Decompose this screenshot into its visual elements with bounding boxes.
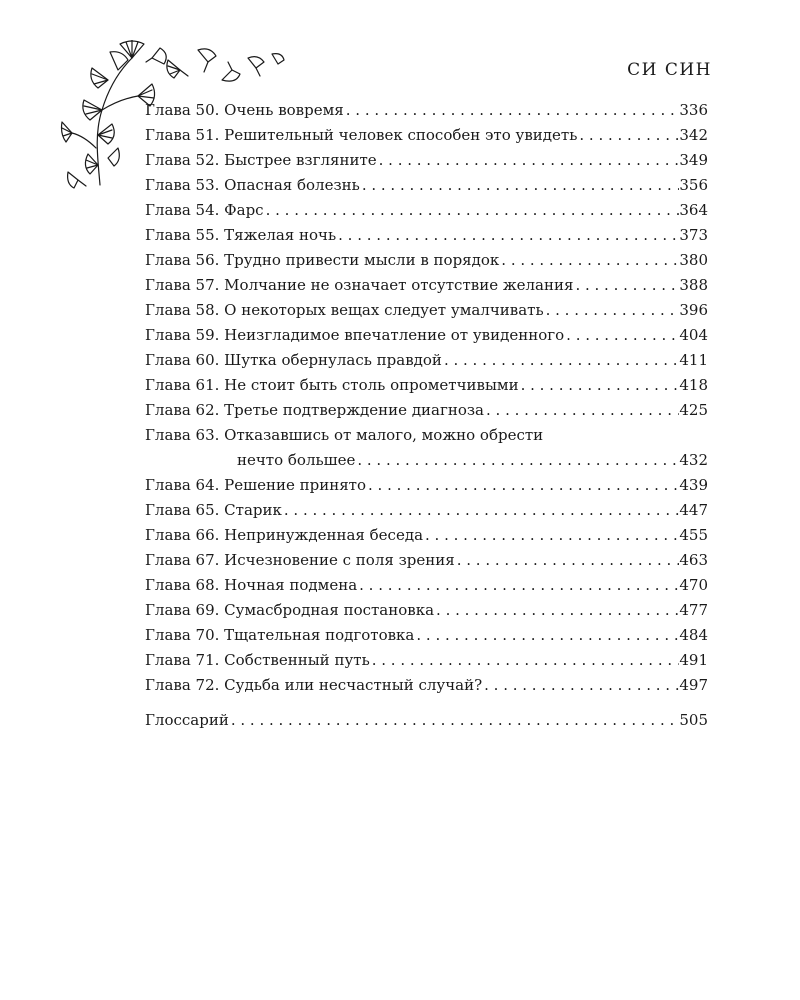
toc-page-number: 388 [679, 276, 708, 294]
toc-entry[interactable] [145, 198, 708, 223]
toc-leader-dots [282, 498, 679, 523]
toc-entry-title: Глава 55. Тяжелая ночь [145, 226, 337, 244]
toc-leader-dots [423, 523, 679, 548]
toc-entry-title: Глава 53. Опасная болезнь [145, 176, 360, 194]
toc-leader-dots [360, 173, 680, 198]
toc-entry-title: Глава 65. Старик [145, 501, 282, 519]
toc-page-number: 505 [679, 711, 708, 729]
toc-entry-title: Глава 50. Очень вовремя [145, 101, 344, 119]
toc-page-number: 404 [679, 326, 708, 344]
toc-entry-title: Глава 52. Быстрее взгляните [145, 151, 377, 169]
table-of-contents [145, 98, 708, 733]
toc-entry[interactable] [145, 223, 708, 248]
toc-entry[interactable] [145, 323, 708, 348]
toc-page-number: 477 [679, 601, 708, 619]
toc-entry[interactable] [145, 473, 708, 498]
toc-page-number: 342 [679, 126, 708, 144]
toc-page-number: 455 [679, 526, 708, 544]
toc-page-number: 470 [679, 576, 708, 594]
toc-leader-dots [344, 98, 680, 123]
toc-entry[interactable] [145, 573, 708, 598]
toc-entry-title: Глава 66. Непринужденная беседа [145, 526, 424, 544]
toc-entry[interactable] [145, 548, 708, 573]
toc-entry-title: Глава 58. О некоторых вещах следует умалчивать [145, 301, 544, 319]
toc-leader-dots [573, 273, 679, 298]
toc-leader-dots [564, 323, 679, 348]
toc-leader-dots [499, 248, 679, 273]
toc-entry[interactable] [145, 398, 708, 423]
toc-leader-dots [484, 398, 679, 423]
toc-page-number: 396 [679, 301, 708, 319]
toc-leader-dots [519, 373, 680, 398]
toc-page-number: 432 [679, 451, 708, 469]
toc-entry-title: Глава 67. Исчезновение с поля зрения [145, 551, 455, 569]
toc-page-number: 491 [679, 651, 708, 669]
toc-leader-dots [577, 123, 679, 148]
toc-entry[interactable] [145, 648, 708, 673]
toc-entry-title: Глава 68. Ночная подмена [145, 576, 358, 594]
toc-page-number: 356 [679, 176, 708, 194]
toc-entry[interactable] [145, 373, 708, 398]
toc-leader-dots [455, 548, 680, 573]
toc-entry[interactable] [145, 348, 708, 373]
toc-entry[interactable] [145, 98, 708, 123]
toc-entry-title: Глава 63. Отказавшись от малого, можно обрести [145, 426, 544, 444]
toc-leader-dots [442, 348, 679, 373]
toc-entry-title: Глава 56. Трудно привести мысли в порядок [145, 251, 500, 269]
toc-entry-title: Глава 51. Решительный человек способен это увидеть [145, 126, 578, 144]
toc-leader-dots [366, 473, 679, 498]
toc-entry[interactable] [145, 298, 708, 323]
toc-entry-title: Глава 70. Тщательная подготовка [145, 626, 415, 644]
toc-entry-title: Глава 64. Решение принято [145, 476, 367, 494]
toc-entry-title-continued: нечто большее [237, 451, 356, 469]
toc-page-number: 336 [679, 101, 708, 119]
toc-entry-title: Глава 61. Не стоит быть столь опрометчивыми [145, 376, 519, 394]
toc-page-number: 463 [679, 551, 708, 569]
toc-page-number: 373 [679, 226, 708, 244]
toc-page-number: 447 [679, 501, 708, 519]
toc-leader-dots [482, 673, 679, 698]
toc-leader-dots [264, 198, 680, 223]
toc-leader-dots [377, 148, 680, 173]
toc-entry-title: Глава 60. Шутка обернулась правдой [145, 351, 442, 369]
toc-page-number: 411 [679, 351, 708, 369]
toc-entry[interactable] [145, 523, 708, 548]
toc-entry[interactable] [145, 423, 708, 473]
toc-leader-dots [370, 648, 680, 673]
toc-entry[interactable] [145, 498, 708, 523]
toc-entry[interactable] [145, 173, 708, 198]
toc-page-number: 418 [679, 376, 708, 394]
toc-leader-dots [355, 448, 679, 473]
toc-page-number: 497 [679, 676, 708, 694]
toc-page-number: 380 [679, 251, 708, 269]
toc-page-number: 484 [679, 626, 708, 644]
toc-entry-glossary[interactable] [145, 708, 708, 733]
toc-page-number: 439 [679, 476, 708, 494]
toc-entry-title: Глава 59. Неизгладимое впечатление от увиденного [145, 326, 565, 344]
toc-entry-title: Глава 71. Собственный путь [145, 651, 370, 669]
toc-entry[interactable] [145, 148, 708, 173]
toc-entry[interactable] [145, 248, 708, 273]
toc-page-number: 425 [679, 401, 708, 419]
toc-leader-dots [544, 298, 680, 323]
toc-entry-title: Глава 72. Судьба или несчастный случай? [145, 676, 483, 694]
toc-entry[interactable] [145, 673, 708, 698]
toc-entry[interactable] [145, 598, 708, 623]
toc-entry[interactable] [145, 123, 708, 148]
toc-entry-title: Глава 69. Сумасбродная постановка [145, 601, 435, 619]
toc-leader-dots [414, 623, 679, 648]
toc-leader-dots [357, 573, 679, 598]
toc-page-number: 349 [679, 151, 708, 169]
running-head: СИ СИН [627, 60, 712, 80]
toc-entry[interactable] [145, 623, 708, 648]
toc-leader-dots [434, 598, 679, 623]
toc-entry-title: Глава 62. Третье подтверждение диагноза [145, 401, 485, 419]
toc-entry-title: Глоссарий [145, 711, 229, 729]
toc-leader-dots [336, 223, 679, 248]
toc-entry[interactable] [145, 273, 708, 298]
toc-leader-dots [229, 708, 680, 733]
toc-entry-title: Глава 54. Фарс [145, 201, 264, 219]
toc-entry-title: Глава 57. Молчание не означает отсутствие желания [145, 276, 574, 294]
toc-page-number: 364 [679, 201, 708, 219]
